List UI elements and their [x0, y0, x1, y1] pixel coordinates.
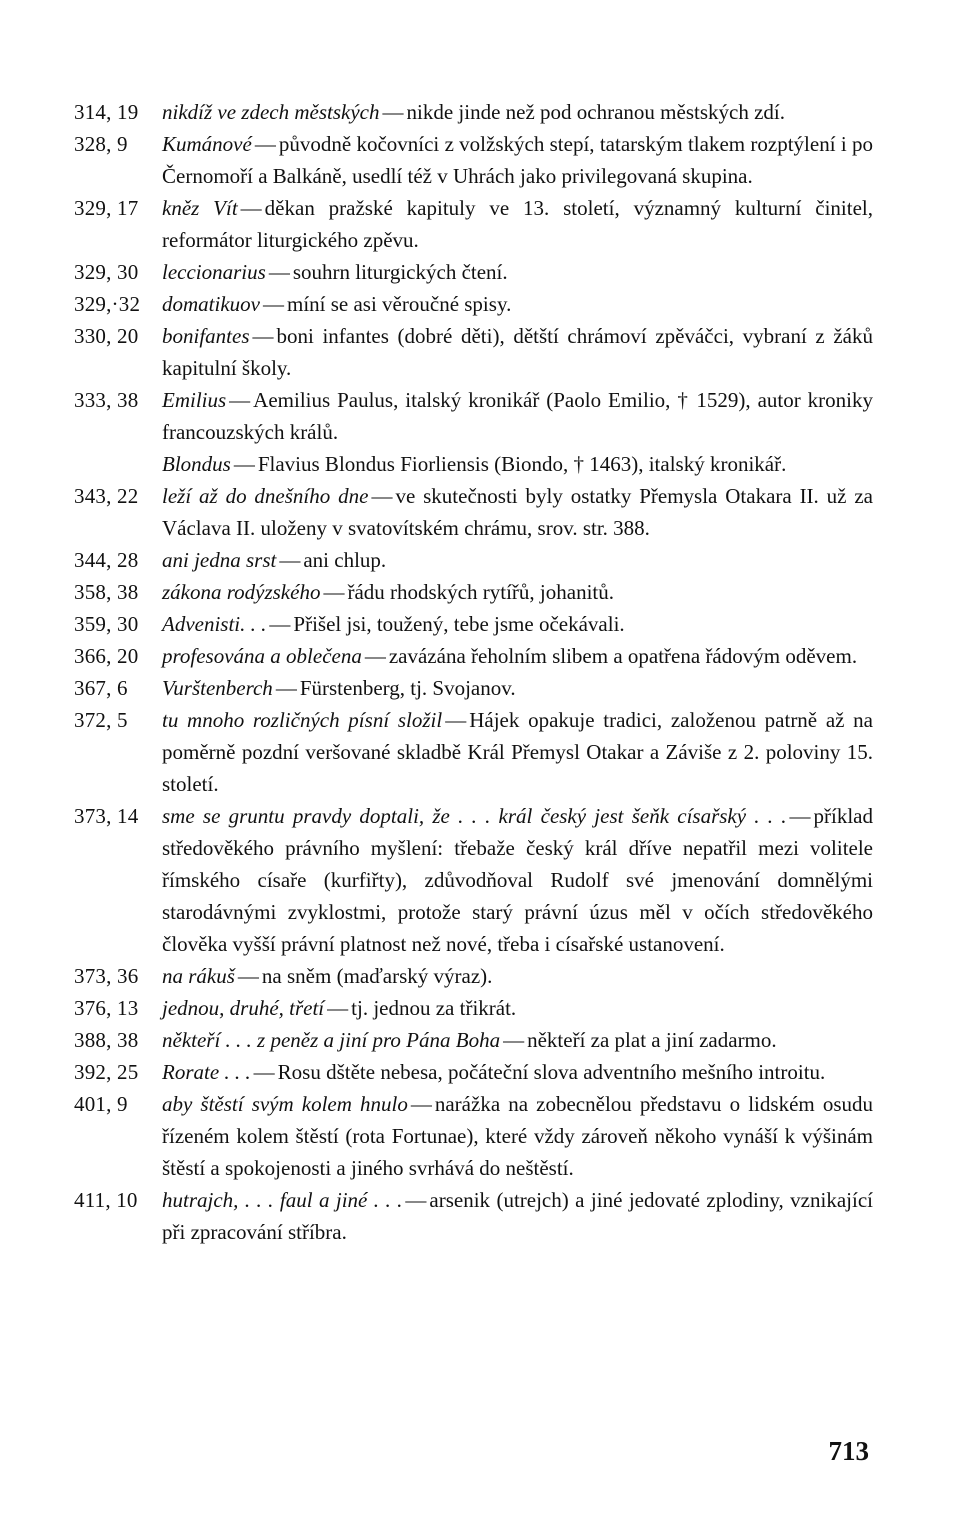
entry-term: kněz Vít: [162, 196, 238, 220]
entry-explanation: souhrn liturgických čtení.: [292, 260, 508, 284]
entry-body: [162, 384, 873, 448]
glossary-entry: [74, 384, 873, 448]
entry-explanation: narážka na zobecnělou představu o lidském osudu řízeném kolem štěstí (rota Fortunae), které vždy zároveň někoho vynáší k výšinám štěstí a spokojenosti a jiného svrhává do neštěstí.: [162, 1092, 873, 1180]
glossary-entry: [74, 544, 873, 576]
entry-dash: —: [364, 644, 386, 668]
entry-dash: —: [275, 676, 297, 700]
entry-term: sme se gruntu pravdy doptali, že . . . král český jest šeňk císařský . . .: [162, 804, 787, 828]
entry-term: ani jedna srst: [162, 548, 277, 572]
entry-term: bonifantes: [162, 324, 250, 348]
entry-reference: 366, 20: [74, 644, 139, 668]
entry-explanation: míní se asi věroučné spisy.: [286, 292, 512, 316]
glossary-entry: [74, 640, 873, 672]
glossary-entry: [74, 1088, 873, 1184]
entry-reference: 330, 20: [74, 324, 139, 348]
entry-body: [162, 192, 873, 256]
entry-body: [162, 1184, 873, 1248]
entry-dash: —: [327, 996, 349, 1020]
entry-term: nikdíž ve zdech městských: [162, 100, 380, 124]
entry-dash: —: [323, 580, 345, 604]
entry-explanation: Aemilius Paulus, italský kronikář (Paolo Emilio, † 1529), autor kroniky francouzských králů.: [162, 388, 873, 444]
entry-explanation: Flavius Blondus Fiorliensis (Biondo, † 1463), italský kronikář.: [257, 452, 787, 476]
glossary-entry: [74, 992, 873, 1024]
entry-term: na rákuš: [162, 964, 235, 988]
entry-explanation: děkan pražské kapituly ve 13. století, významný kulturní činitel, reformátor liturgického zpěvu.: [162, 196, 873, 252]
glossary-entry: [74, 960, 873, 992]
glossary-entry: [74, 192, 873, 256]
entry-term: profesována a oblečena: [162, 644, 362, 668]
entry-explanation: Rosu dštěte nebesa, počáteční slova adventního mešního introitu.: [277, 1060, 826, 1084]
glossary-entry: [74, 800, 873, 960]
entry-reference: 329, 30: [74, 260, 139, 284]
entry-body: [162, 320, 873, 384]
entry-dash: —: [268, 260, 290, 284]
entry-dash: —: [237, 964, 259, 988]
entry-dash: —: [382, 100, 404, 124]
entry-reference: 392, 25: [74, 1060, 139, 1084]
entry-dash: —: [254, 132, 276, 156]
entry-reference: 373, 36: [74, 964, 139, 988]
entry-reference: 329, 17: [74, 196, 139, 220]
glossary-entry: [74, 448, 873, 480]
glossary-entry: [74, 288, 873, 320]
glossary-entry: [74, 672, 873, 704]
entry-dash: —: [262, 292, 284, 316]
entry-body: [162, 992, 873, 1024]
entry-body: [162, 448, 873, 480]
entry-dash: —: [405, 1188, 427, 1212]
entry-body: [162, 640, 873, 672]
entry-dash: —: [269, 612, 291, 636]
entry-reference: 367, 6: [74, 676, 128, 700]
entry-term: Rorate . . .: [162, 1060, 251, 1084]
entry-reference: 344, 28: [74, 548, 139, 572]
entry-term: Blondus: [162, 452, 231, 476]
entry-term: někteří . . . z peněz a jiní pro Pána Boha: [162, 1028, 501, 1052]
entry-reference: 373, 14: [74, 804, 139, 828]
entry-body: [162, 960, 873, 992]
glossary-entry: [74, 256, 873, 288]
entry-explanation: Přišel jsi, toužený, tebe jsme očekávali.: [293, 612, 625, 636]
entry-explanation: příklad středověkého právního myšlení: třebaže český král dříve nepatřil mezi volitele římského císaře (kurfiřty), zdůvodňoval Rudolf své jmenování domnělými starodávnými zvyklostmi, protože starý právní úzus měl v očích středověkého člověka vyšší právní platnost než nové, třeba i císařské ustanovení.: [162, 804, 873, 956]
entry-body: [162, 544, 873, 576]
entry-explanation: ani chlup.: [303, 548, 387, 572]
entry-dash: —: [240, 196, 262, 220]
glossary-entry: [74, 128, 873, 192]
entry-dash: —: [233, 452, 255, 476]
entry-reference: 401, 9: [74, 1092, 128, 1116]
glossary-entry: [74, 96, 873, 128]
entry-explanation: Fürstenberg, tj. Svojanov.: [299, 676, 516, 700]
entry-reference: 372, 5: [74, 708, 128, 732]
page-number: 713: [828, 1436, 869, 1466]
entry-term: Advenisti. . .: [162, 612, 267, 636]
entry-dash: —: [789, 804, 811, 828]
entry-body: [162, 608, 873, 640]
entry-dash: —: [229, 388, 251, 412]
glossary-entry: [74, 1024, 873, 1056]
entry-dash: —: [445, 708, 467, 732]
entry-explanation: původně kočovníci z volžských stepí, tatarským tlakem rozptýlení i po Černomoří a Balkáně, usedlí též v Uhrách jako privilegovaná skupina.: [162, 132, 873, 188]
entry-body: [162, 1056, 873, 1088]
entry-body: [162, 96, 873, 128]
entry-term: aby štěstí svým kolem hnulo: [162, 1092, 408, 1116]
entry-term: zákona rodýzského: [162, 580, 321, 604]
entry-dash: —: [253, 1060, 275, 1084]
entry-reference: [74, 448, 162, 480]
entry-body: [162, 800, 873, 960]
entry-term: Emilius: [162, 388, 227, 412]
entry-term: jednou, druhé, třetí: [162, 996, 325, 1020]
entry-explanation: arsenik (utrejch) a jiné jedovaté zplodiny, vznikající při zpracování stříbra.: [162, 1188, 873, 1244]
entry-explanation: boni infantes (dobré děti), dětští chrámoví zpěváčci, vybraní z žáků kapitulní školy.: [162, 324, 873, 380]
entry-dash: —: [410, 1092, 432, 1116]
glossary-entry: [74, 320, 873, 384]
entry-dash: —: [252, 324, 274, 348]
glossary-entry: [74, 576, 873, 608]
entry-explanation: řádu rhodských rytířů, johanitů.: [347, 580, 614, 604]
entry-body: [162, 480, 873, 544]
entry-explanation: Hájek opakuje tradici, založenou patrně až na poměrně pozdní veršované skladbě Král Přemysl Otakar a Záviše z 2. poloviny 15. století.: [162, 708, 874, 796]
entry-body: [162, 672, 873, 704]
entry-reference: 359, 30: [74, 612, 139, 636]
entry-dash: —: [371, 484, 393, 508]
entry-explanation: zavázána řeholním slibem a opatřena řádovým oděvem.: [388, 644, 858, 668]
entry-body: [162, 1024, 873, 1056]
entry-body: [162, 288, 873, 320]
entry-term: leží až do dnešního dne: [162, 484, 369, 508]
entry-reference: 343, 22: [74, 484, 139, 508]
glossary-entry: [74, 480, 873, 544]
entry-term: hutrajch, . . . faul a jiné . . .: [162, 1188, 403, 1212]
entry-dash: —: [503, 1028, 525, 1052]
glossary-entry: [74, 1056, 873, 1088]
glossary-entry: [74, 1184, 873, 1248]
glossary-list: [74, 96, 873, 1248]
entry-explanation: tj. jednou za třikrát.: [351, 996, 517, 1020]
entry-dash: —: [279, 548, 301, 572]
entry-body: [162, 1088, 873, 1184]
glossary-entry: [74, 704, 873, 800]
entry-reference: 376, 13: [74, 996, 139, 1020]
entry-body: [162, 256, 873, 288]
entry-explanation: na sněm (maďarský výraz).: [261, 964, 493, 988]
entry-reference: 328, 9: [74, 132, 128, 156]
entry-reference: 388, 38: [74, 1028, 139, 1052]
entry-term: tu mnoho rozličných písní složil: [162, 708, 443, 732]
entry-reference: 333, 38: [74, 388, 139, 412]
entry-reference: 329,·32: [74, 292, 141, 316]
entry-explanation: ve skutečnosti byly ostatky Přemysla Otakara II. už za Václava II. uloženy v svatovítském chrámu, srov. str. 388.: [162, 484, 873, 540]
entry-explanation: někteří za plat a jiní zadarmo.: [527, 1028, 777, 1052]
entry-term: leccionarius: [162, 260, 266, 284]
entry-body: [162, 704, 873, 800]
entry-term: Kumánové: [162, 132, 252, 156]
entry-term: domatikuov: [162, 292, 260, 316]
entry-term: Vurštenberch: [162, 676, 273, 700]
entry-explanation: nikde jinde než pod ochranou městských zdí.: [406, 100, 785, 124]
entry-body: [162, 128, 873, 192]
entry-reference: 411, 10: [74, 1188, 138, 1212]
entry-body: [162, 576, 873, 608]
entry-reference: 358, 38: [74, 580, 139, 604]
entry-reference: 314, 19: [74, 100, 139, 124]
glossary-entry: [74, 608, 873, 640]
